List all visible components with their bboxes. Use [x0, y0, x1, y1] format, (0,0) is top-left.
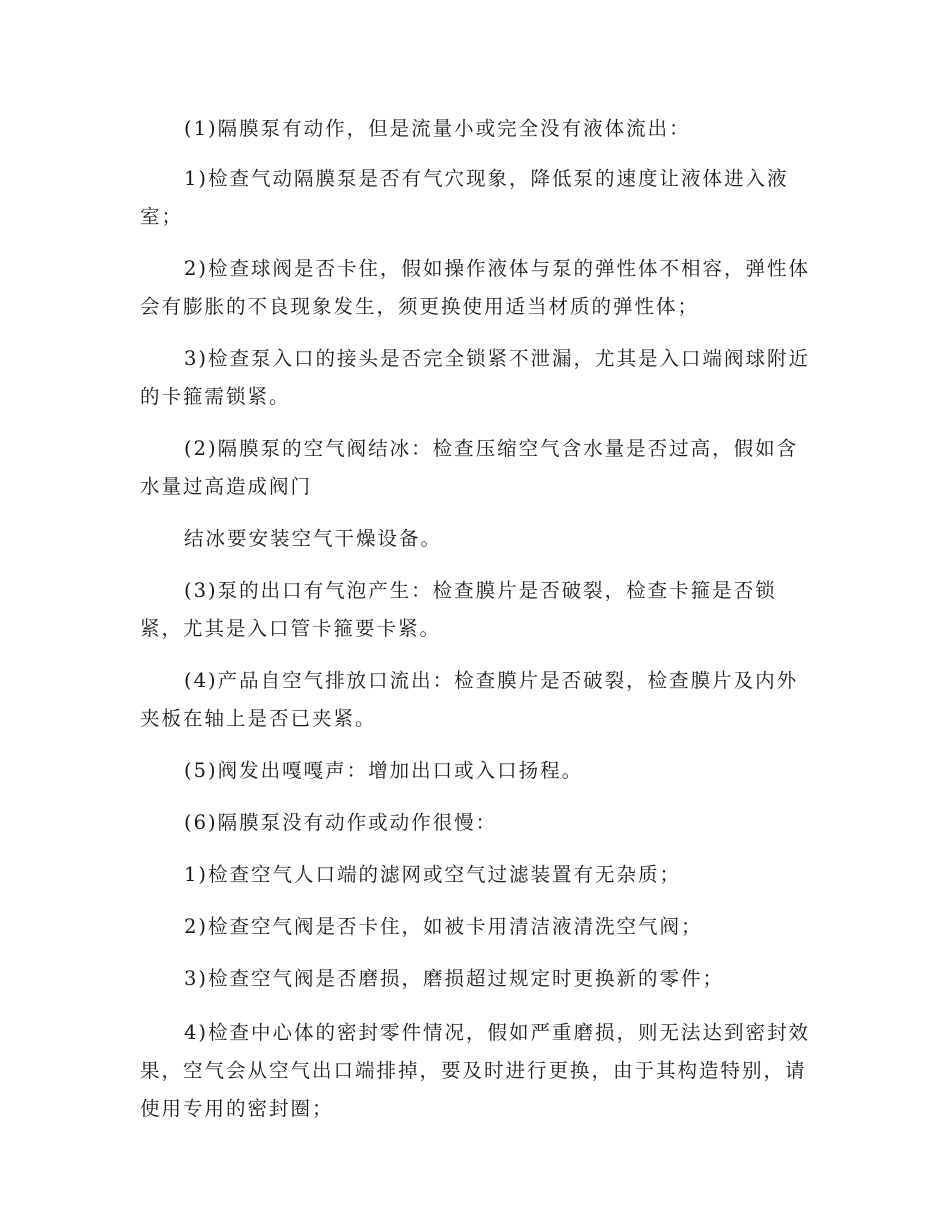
paragraph-3: 2)检查球阀是否卡住，假如操作液体与泵的弹性体不相容，弹性体会有膨胀的不良现象发生，须更换使用适当材质的弹性体； [140, 257, 811, 318]
paragraph-7: (3)泵的出口有气泡产生：检查膜片是否破裂，检查卡箍是否锁紧，尤其是入口管卡箍要卡紧。 [140, 579, 777, 640]
paragraph-12: 2)检查空气阀是否卡住，如被卡用清洁液清洗空气阀； [184, 915, 703, 938]
paragraph-13: 3)检查空气阀是否磨损，磨损超过规定时更换新的零件； [184, 967, 725, 990]
paragraph-6: 结冰要安装空气干燥设备。 [184, 527, 443, 550]
paragraph-8: (4)产品自空气排放口流出：检查膜片是否破裂，检查膜片及内外夹板在轴上是否已夹紧。 [140, 669, 799, 730]
paragraph-14: 4)检查中心体的密封零件情况，假如严重磨损，则无法达到密封效果，空气会从空气出口端排掉，要及时进行更换，由于其构造特别，请使用专用的密封圈； [140, 1021, 811, 1120]
paragraph-10: (6)隔膜泵没有动作或动作很慢： [184, 811, 498, 834]
paragraph-11: 1)检查空气人口端的滤网或空气过滤装置有无杂质； [184, 863, 682, 886]
paragraph-9: (5)阀发出嘎嘎声：增加出口或入口扬程。 [184, 759, 584, 782]
paragraph-2: 1)检查气动隔膜泵是否有气穴现象，降低泵的速度让液体进入液室； [140, 167, 789, 228]
paragraph-4: 3)检查泵入口的接头是否完全锁紧不泄漏，尤其是入口端阀球附近的卡箍需锁紧。 [140, 347, 811, 408]
paragraph-1: (1)隔膜泵有动作，但是流量小或完全没有液体流出： [184, 117, 691, 140]
paragraph-5: (2)隔膜泵的空气阀结冰：检查压缩空气含水量是否过高，假如含水量过高造成阀门 [140, 437, 799, 498]
